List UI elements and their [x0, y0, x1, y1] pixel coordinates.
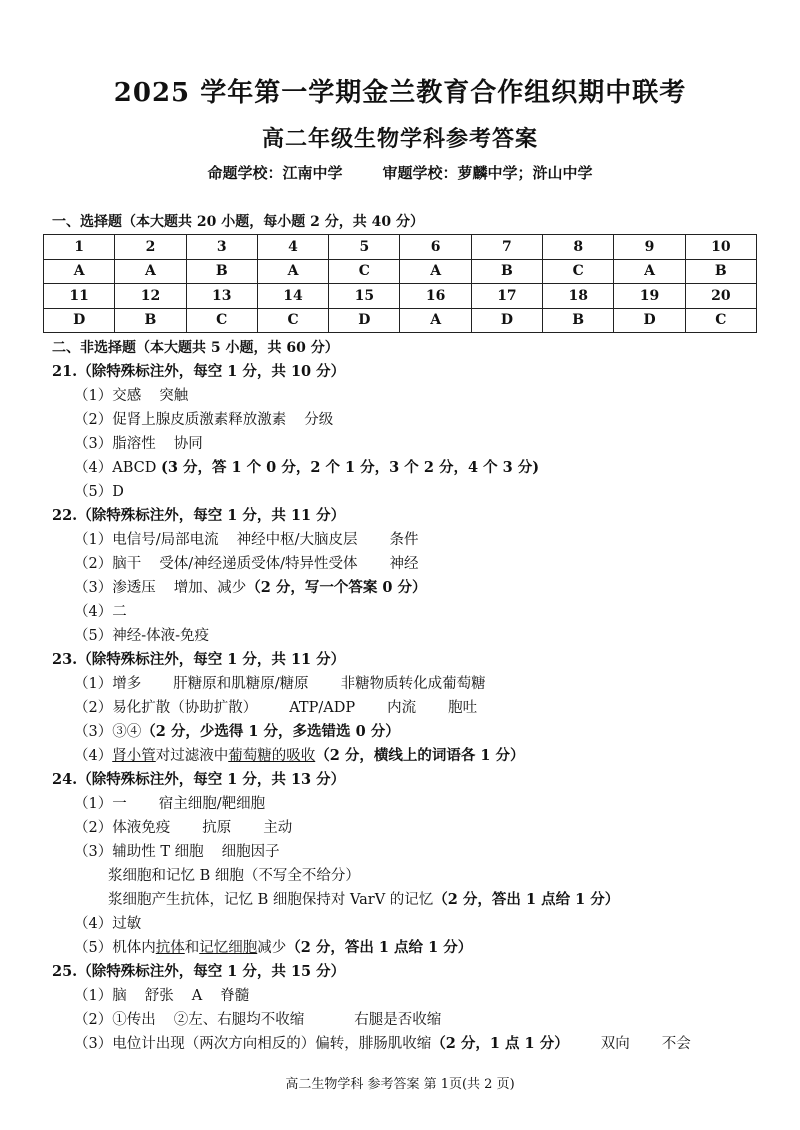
answer-cell: C	[329, 259, 400, 284]
page-footer: 高二生物学科 参考答案 第 1页(共 2 页)	[285, 1077, 515, 1092]
answer-cell: D	[471, 308, 542, 333]
answer-cell: C	[543, 259, 614, 284]
answer-cell: A	[400, 259, 471, 284]
q25-answer-3: （3）电位计出现（两次方向相反的）偏转，腓肠肌收缩（2 分，1 点 1 分） 双向 不会	[74, 1035, 691, 1052]
q23-heading: 23.（除特殊标注外，每空 1 分，共 11 分）	[52, 651, 346, 668]
question-number-cell: 13	[186, 284, 257, 309]
answer-cell: D	[614, 308, 685, 333]
answer-cell: B	[543, 308, 614, 333]
q25-answer-1: （1）脑 舒张 A 脊髓	[74, 988, 250, 1004]
q22-answer-4: （4）二	[74, 604, 127, 620]
answer-cell: A	[115, 259, 186, 284]
question-number-cell: 12	[115, 284, 186, 309]
question-number-cell: 10	[685, 235, 756, 260]
score-note: (3 分，答 1 个 0 分，2 个 1 分，3 个 2 分，4 个 3 分)	[160, 459, 540, 476]
question-number-cell: 3	[186, 235, 257, 260]
reviewer-school: 审题学校：萝麟中学；浒山中学	[382, 164, 593, 182]
q21-answer-3: （3）脂溶性 协同	[74, 436, 203, 452]
question-number-cell: 20	[685, 284, 756, 309]
answer-row	[44, 308, 757, 333]
q24-answer-4: （4）过敏	[74, 916, 142, 932]
question-number-cell: 2	[115, 235, 186, 260]
question-number-cell: 11	[44, 284, 115, 309]
score-note: （2 分，写一个答案 0 分）	[246, 579, 427, 596]
proposer-school: 命题学校：江南中学	[207, 164, 343, 182]
question-number-cell: 16	[400, 284, 471, 309]
question-number-cell: 5	[329, 235, 400, 260]
score-note: （2 分，少选得 1 分，多选错选 0 分）	[141, 723, 400, 740]
school-info	[0, 162, 800, 183]
q22-answer-5: （5）神经-体液-免疫	[74, 628, 210, 644]
question-number-cell: 18	[543, 284, 614, 309]
q25-answer-2: （2）①传出 ②左、右腿均不收缩 右腿是否收缩	[74, 1012, 442, 1028]
answer-cell: A	[400, 308, 471, 333]
answer-cell: B	[186, 259, 257, 284]
score-note: （2 分，横线上的词语各 1 分）	[315, 747, 525, 764]
answer-cell: D	[329, 308, 400, 333]
q22-answer-1: （1）电信号/局部电流 神经中枢/大脑皮层 条件	[74, 532, 419, 548]
question-number-cell: 9	[614, 235, 685, 260]
section2-heading: 二、非选择题（本大题共 5 小题，共 60 分）	[52, 340, 339, 356]
q24-answer-5: （5）机体内抗体和记忆细胞减少（2 分，答出 1 点给 1 分）	[74, 939, 473, 956]
answer-cell: A	[257, 259, 328, 284]
q22-answer-2: （2）脑干 受体/神经递质受体/特异性受体 神经	[74, 556, 419, 572]
q24-answer-3-line2: 浆细胞和记忆 B 细胞（不写全不给分）	[108, 868, 360, 884]
q23-answer-2: （2）易化扩散（协助扩散） ATP/ADP 内流 胞吐	[74, 700, 478, 716]
question-number-cell: 15	[329, 284, 400, 309]
answer-cell: D	[44, 308, 115, 333]
question-number-cell: 19	[614, 284, 685, 309]
answer-cell: C	[186, 308, 257, 333]
q21-answer-5: （5）D	[74, 484, 124, 500]
answer-cell: C	[685, 308, 756, 333]
question-number-cell: 7	[471, 235, 542, 260]
q23-answer-1: （1）增多 肝糖原和肌糖原/糖原 非糖物质转化成葡萄糖	[74, 676, 486, 692]
q24-answer-1: （1）一 宿主细胞/靶细胞	[74, 796, 266, 812]
answer-cell: B	[115, 308, 186, 333]
question-number-row	[44, 235, 757, 260]
section1-heading: 一、选择题（本大题共 20 小题，每小题 2 分，共 40 分）	[52, 214, 424, 230]
q23-answer-4: （4）肾小管对过滤液中葡萄糖的吸收（2 分，横线上的词语各 1 分）	[74, 747, 525, 764]
score-note: （2 分，答出 1 点给 1 分）	[433, 891, 620, 908]
q24-answer-2: （2）体液免疫 抗原 主动	[74, 820, 293, 836]
question-number-cell: 1	[44, 235, 115, 260]
question-number-row	[44, 284, 757, 309]
answer-cell: B	[471, 259, 542, 284]
q24-heading: 24.（除特殊标注外，每空 1 分，共 13 分）	[52, 771, 346, 788]
q22-heading: 22.（除特殊标注外，每空 1 分，共 11 分）	[52, 507, 346, 524]
answer-cell: B	[685, 259, 756, 284]
answer-cell: C	[257, 308, 328, 333]
q21-heading: 21.（除特殊标注外，每空 1 分，共 10 分）	[52, 363, 346, 380]
q23-answer-3: （3）③④（2 分，少选得 1 分，多选错选 0 分）	[74, 723, 400, 740]
score-note: （2 分，1 点 1 分）	[431, 1035, 569, 1052]
question-number-cell: 17	[471, 284, 542, 309]
page-subtitle: 高二年级生物学科参考答案	[261, 126, 538, 152]
question-number-cell: 14	[257, 284, 328, 309]
answer-row	[44, 259, 757, 284]
q24-answer-3: （3）辅助性 T 细胞 细胞因子	[74, 844, 280, 860]
answer-cell: A	[44, 259, 115, 284]
q25-heading: 25.（除特殊标注外，每空 1 分，共 15 分）	[52, 963, 346, 980]
page-title: 2025 学年第一学期金兰教育合作组织期中联考	[113, 78, 687, 108]
q24-answer-3-line3: 浆细胞产生抗体，记忆 B 细胞保持对 VarV 的记忆（2 分，答出 1 点给 1 分）	[108, 891, 620, 908]
answer-table	[43, 234, 757, 333]
q22-answer-3: （3）渗透压 增加、减少（2 分，写一个答案 0 分）	[74, 579, 427, 596]
score-note: （2 分，答出 1 点给 1 分）	[286, 939, 473, 956]
answer-cell: A	[614, 259, 685, 284]
q21-answer-4: （4）ABCD (3 分，答 1 个 0 分，2 个 1 分，3 个 2 分，4 个 3 分)	[74, 459, 540, 476]
question-number-cell: 6	[400, 235, 471, 260]
q21-answer-2: （2）促肾上腺皮质激素释放激素 分级	[74, 412, 334, 428]
q21-answer-1: （1）交感 突触	[74, 388, 189, 404]
question-number-cell: 4	[257, 235, 328, 260]
question-number-cell: 8	[543, 235, 614, 260]
